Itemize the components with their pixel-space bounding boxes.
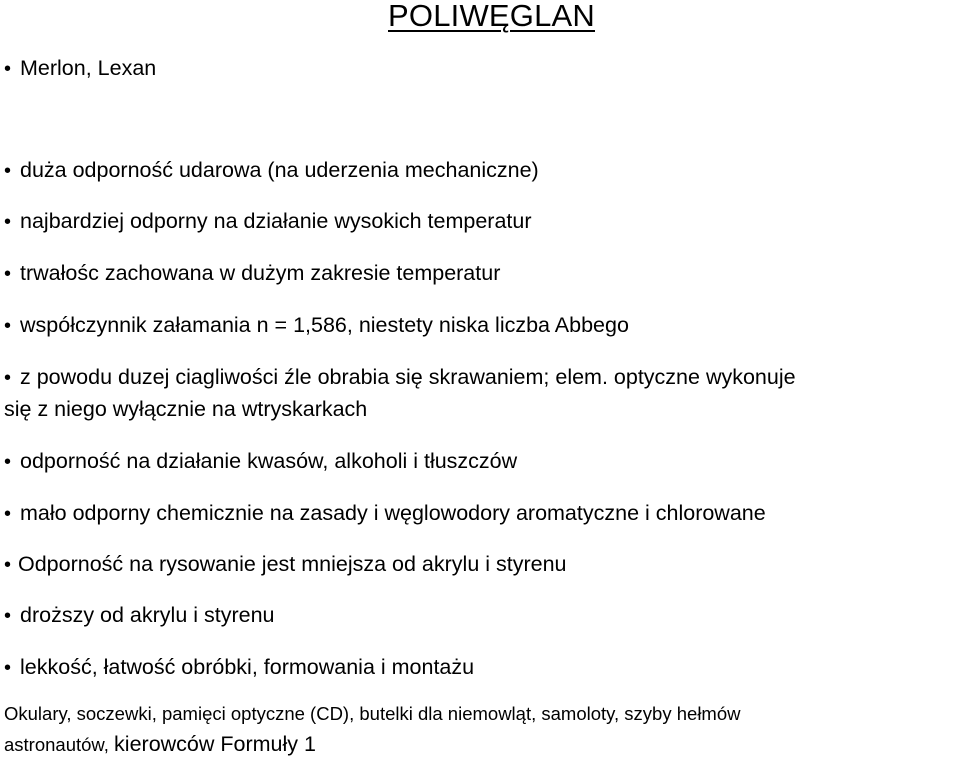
- bullet-icon: •: [4, 160, 12, 182]
- bullet-icon: •: [4, 58, 12, 80]
- page-title: POLIWĘGLAN: [388, 0, 595, 33]
- list-item: [4, 654, 474, 681]
- list-item: [4, 260, 500, 287]
- list-item-text: duża odporność udarowa (na uderzenia mechaniczne): [20, 158, 539, 182]
- bullet-icon: •: [4, 263, 12, 285]
- list-item-text: lekkość, łatwość obróbki, formowania i montażu: [20, 655, 475, 679]
- list-item-text: najbardziej odporny na działanie wysokich temperatur: [20, 209, 532, 233]
- list-item: [4, 602, 275, 629]
- bullet-icon: •: [4, 554, 12, 576]
- footer-line-2-part2: kierowców Formuły 1: [114, 732, 316, 756]
- list-item-continuation: się z niego wyłącznie na wtryskarkach: [4, 397, 368, 421]
- list-item: [4, 551, 567, 578]
- bullet-icon: •: [4, 657, 12, 679]
- list-item-text: Odporność na rysowanie jest mniejsza od akrylu i styrenu: [18, 552, 567, 576]
- bullet-icon: •: [4, 503, 12, 525]
- footer-line-2-part1: astronautów,: [4, 734, 115, 755]
- list-item: [4, 500, 766, 527]
- bullet-icon: •: [4, 315, 12, 337]
- list-item: [4, 364, 796, 391]
- list-item: [4, 312, 629, 339]
- list-item-text: mało odporny chemicznie na zasady i węglowodory aromatyczne i chlorowane: [20, 501, 766, 525]
- bullet-icon: •: [4, 451, 12, 473]
- list-item-text: współczynnik załamania n = 1,586, niestety niska liczba Abbego: [20, 313, 629, 337]
- footer-line-2: [4, 732, 316, 757]
- list-item: [4, 208, 532, 235]
- list-item-text: z powodu duzej ciagliwości źle obrabia się skrawaniem; elem. optyczne wykonuje: [20, 365, 796, 389]
- bullet-icon: •: [4, 605, 12, 627]
- list-item-text: trwałośc zachowana w dużym zakresie temperatur: [20, 261, 501, 285]
- bullet-icon: •: [4, 211, 12, 233]
- list-item-text: droższy od akrylu i styrenu: [20, 603, 275, 627]
- list-item: [4, 448, 517, 475]
- footer-line-1: Okulary, soczewki, pamięci optyczne (CD), butelki dla niemowląt, samoloty, szyby hełmów: [4, 703, 741, 724]
- list-item: [4, 55, 156, 82]
- list-item: [4, 157, 539, 184]
- list-item-text: odporność na działanie kwasów, alkoholi i tłuszczów: [20, 449, 518, 473]
- list-item-text: Merlon, Lexan: [20, 56, 157, 80]
- bullet-icon: •: [4, 367, 12, 389]
